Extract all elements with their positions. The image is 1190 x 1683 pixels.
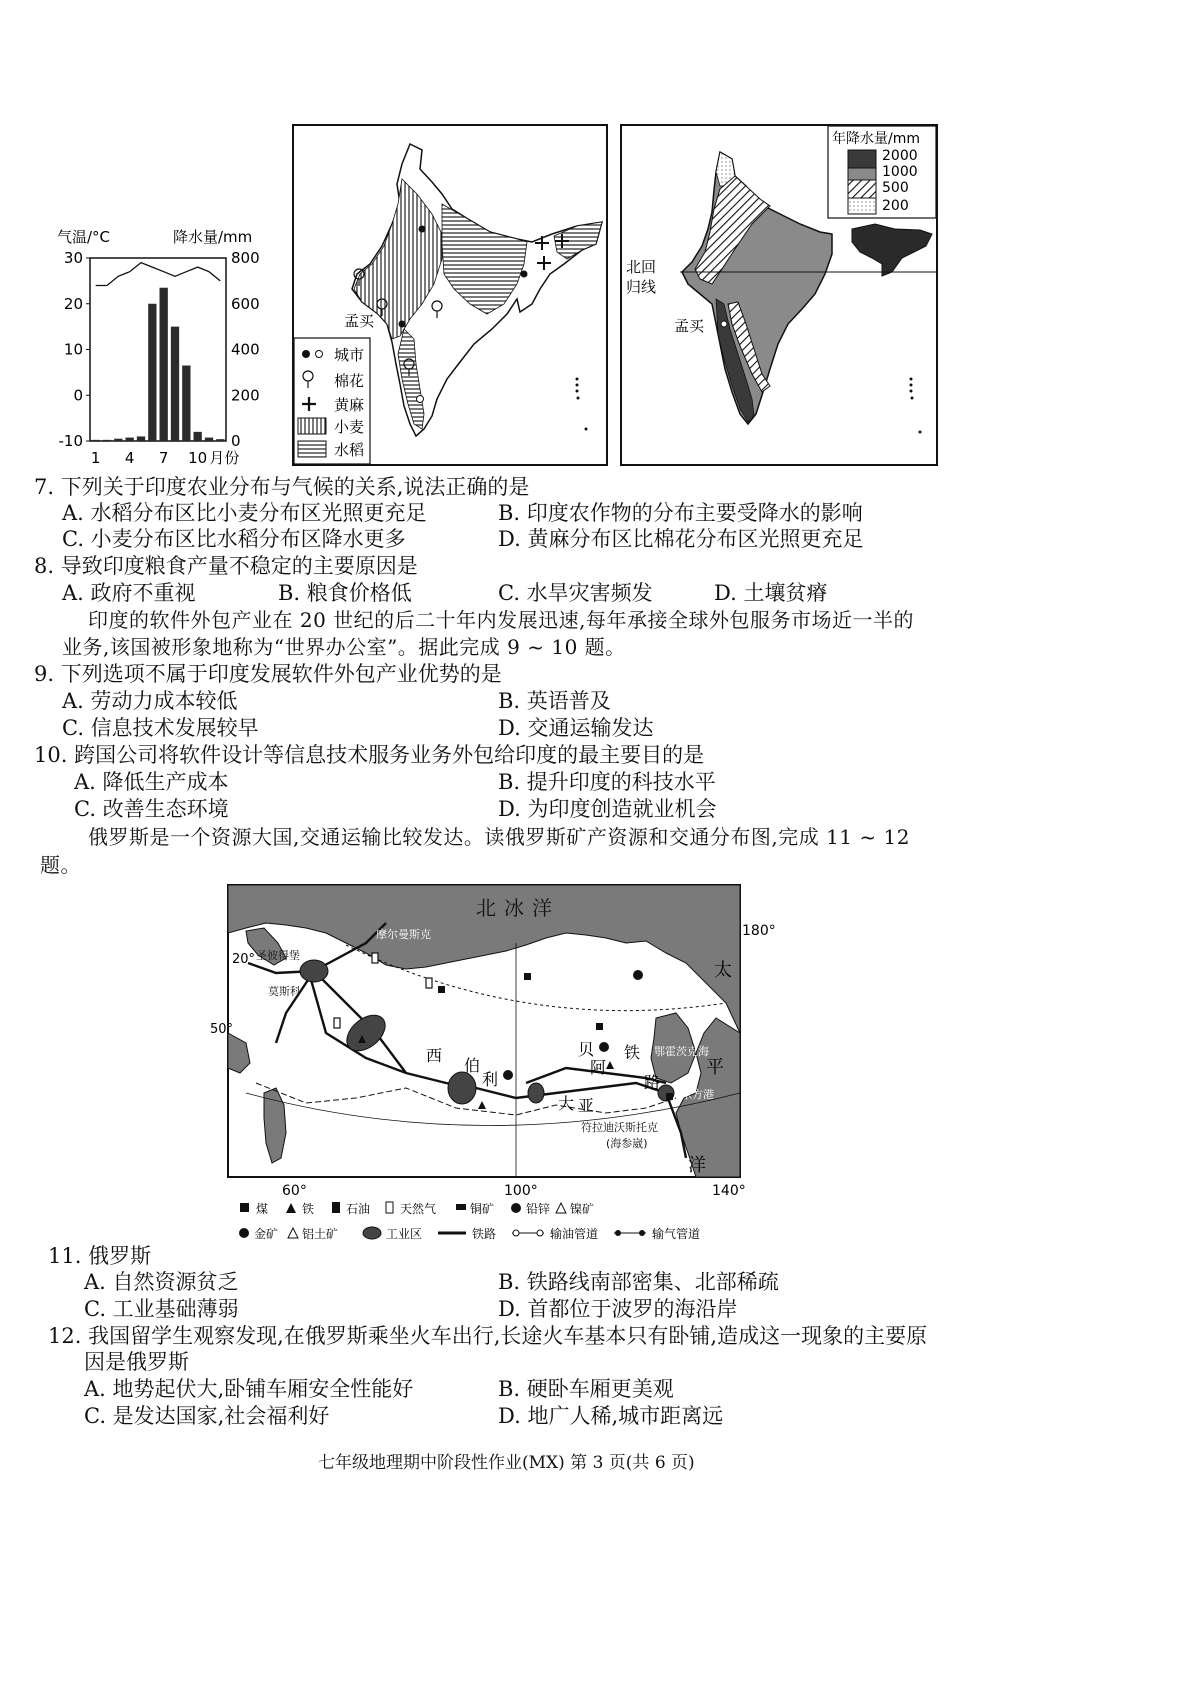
baikal-char-2: 阿 xyxy=(590,1058,607,1077)
intro-9-10-line1: 印度的软件外包产业在 20 世纪的后二十年内发展迅速,每年承接全球外包服务市场近一半的 xyxy=(88,608,915,632)
legend-rice-swatch xyxy=(298,441,326,457)
legend-railway: 铁路 xyxy=(472,1227,497,1241)
pacific-char-2: 平 xyxy=(706,1057,724,1078)
india-crop-map xyxy=(292,124,608,466)
legend-coal-icon xyxy=(240,1203,249,1212)
precip-bar xyxy=(160,288,168,441)
temp-tick-label: 30 xyxy=(63,249,83,267)
pacific-char-1: 太 xyxy=(714,960,732,981)
legend-city-open-icon xyxy=(316,351,323,358)
precip-tick-label: 400 xyxy=(231,340,260,359)
temp-tick-label: -10 xyxy=(58,432,83,450)
q8-option-b: B. 粮食价格低 xyxy=(278,581,412,605)
legend-industrial-icon xyxy=(363,1227,381,1239)
temp-tick-label: 20 xyxy=(63,294,83,313)
legend-swatch-200 xyxy=(848,198,876,214)
precip-axis-label: 降水量/mm xyxy=(173,228,253,246)
q12-stem-line1: 12. 我国留学生观察发现,在俄罗斯乘坐火车出行,长途火车基本只有卧铺,造成这一现象的主要原 xyxy=(48,1324,928,1348)
arctic-ocean-label: 北冰洋 xyxy=(476,896,560,920)
legend-coal: 煤 xyxy=(256,1202,269,1216)
legend-title: 年降水量/mm xyxy=(832,131,920,147)
q11-option-a: A. 自然资源贫乏 xyxy=(84,1270,239,1294)
temperature-curve xyxy=(96,263,221,286)
intro-11-12-line1: 俄罗斯是一个资源大国,交通运输比较发达。读俄罗斯矿产资源和交通分布图,完成 11 ~ 12 xyxy=(88,825,910,849)
month-tick-label: 4 xyxy=(124,449,135,467)
city-dot xyxy=(399,321,406,328)
legend-swatch-500 xyxy=(848,180,876,198)
baikal-char-1: 贝 xyxy=(578,1040,595,1059)
precip-bar xyxy=(205,438,213,441)
city-murmansk: 摩尔曼斯克 xyxy=(376,928,431,941)
legend-wheat-label: 小麦 xyxy=(334,418,365,436)
q7-stem: 7. 下列关于印度农业分布与气候的关系,说法正确的是 xyxy=(34,475,530,499)
city-stpetersburg: 圣彼得堡 xyxy=(256,949,300,962)
legend-value-2000: 2000 xyxy=(882,148,918,164)
siberia-char-2: 伯 xyxy=(464,1056,481,1075)
city-vladivostok-1: 符拉迪沃斯托克 xyxy=(581,1121,658,1134)
tropic-label-1: 北回 xyxy=(626,258,657,276)
mumbai-label-2: 孟买 xyxy=(674,317,705,335)
russia-resources-map xyxy=(210,883,796,1243)
legend-leadzinc: 铅锌 xyxy=(526,1202,551,1216)
q12-option-b: B. 硬卧车厢更美观 xyxy=(498,1377,674,1401)
precip-bar xyxy=(148,304,156,441)
tropic-label-2: 归线 xyxy=(626,278,657,296)
precip-bar xyxy=(126,438,134,441)
city-dot xyxy=(721,321,727,327)
lon-100-label: 100° xyxy=(504,1183,538,1199)
legend-copper-icon xyxy=(456,1204,466,1210)
precip-tick-label: 0 xyxy=(231,432,241,450)
q9-option-c: C. 信息技术发展较早 xyxy=(62,716,259,740)
sea-okhotsk: 鄂霍茨克海 xyxy=(654,1045,709,1058)
city-nakhodka: 东方港 xyxy=(681,1088,714,1101)
legend-iron: 铁 xyxy=(302,1202,315,1216)
q8-option-a: A. 政府不重视 xyxy=(62,581,196,605)
q10-option-b: B. 提升印度的科技水平 xyxy=(498,770,716,794)
siberia-char-5: 大 xyxy=(558,1094,575,1113)
legend-swatch-2000 xyxy=(848,150,876,168)
precip-bar xyxy=(103,440,111,441)
precip-tick-label: 800 xyxy=(231,249,260,267)
city-vladivostok-2: (海参崴) xyxy=(606,1137,648,1150)
q11-option-c: C. 工业基础薄弱 xyxy=(84,1297,239,1321)
legend-gold: 金矿 xyxy=(254,1227,279,1241)
lat-50-label: 50° xyxy=(210,1022,234,1037)
precip-bar xyxy=(216,439,224,441)
precip-bar xyxy=(194,432,202,441)
legend-gas-icon xyxy=(386,1202,393,1213)
legend-oilpipe: 输油管道 xyxy=(550,1227,599,1241)
q7-option-a: A. 水稻分布区比小麦分布区光照更充足 xyxy=(62,501,427,525)
q9-stem: 9. 下列选项不属于印度发展软件外包产业优势的是 xyxy=(34,662,502,686)
q10-stem: 10. 跨国公司将软件设计等信息技术服务业务外包给印度的最主要目的是 xyxy=(34,743,705,767)
legend-bauxite: 铝土矿 xyxy=(302,1227,339,1241)
q10-option-c: C. 改善生态环境 xyxy=(74,797,229,821)
legend-nickel-icon xyxy=(556,1203,566,1213)
india-precipitation-map xyxy=(620,124,938,466)
legend-bauxite-icon xyxy=(288,1228,298,1238)
city-moscow: 莫斯科 xyxy=(268,985,301,998)
q9-option-d: D. 交通运输发达 xyxy=(498,716,654,740)
month-tick-label: 7 xyxy=(158,449,169,467)
precip-bar xyxy=(182,366,190,441)
q12-option-a: A. 地势起伏大,卧铺车厢安全性能好 xyxy=(84,1377,414,1401)
q12-option-d: D. 地广人稀,城市距离远 xyxy=(498,1404,724,1428)
precip-bar xyxy=(171,327,179,441)
city-dot xyxy=(417,396,424,403)
q12-option-c: C. 是发达国家,社会福利好 xyxy=(84,1404,330,1428)
legend-iron-icon xyxy=(286,1203,296,1213)
q12-stem-line2: 因是俄罗斯 xyxy=(84,1350,189,1374)
legend-gaspipe: 输气管道 xyxy=(652,1227,701,1241)
legend-city-label: 城市 xyxy=(334,346,365,364)
q8-option-d: D. 土壤贫瘠 xyxy=(714,581,828,605)
legend-nickel: 镍矿 xyxy=(570,1202,595,1216)
chart-frame xyxy=(90,258,226,441)
legend-wheat-swatch xyxy=(298,418,326,434)
temp-tick-label: 0 xyxy=(73,386,83,405)
city-dot xyxy=(521,271,528,278)
legend-cotton-label: 棉花 xyxy=(334,372,365,390)
month-tick-label: 10 xyxy=(188,449,208,467)
legend-industrial: 工业区 xyxy=(386,1227,423,1241)
precip-bar xyxy=(137,436,145,441)
city-dot xyxy=(419,226,426,233)
siberia-char-1: 西 xyxy=(426,1046,443,1065)
q7-option-b: B. 印度农作物的分布主要受降水的影响 xyxy=(498,501,863,525)
temp-tick-label: 10 xyxy=(63,340,83,359)
siberia-char-4: 亚 xyxy=(578,1096,595,1115)
q8-option-c: C. 水旱灾害频发 xyxy=(498,581,653,605)
legend-leadzinc-icon xyxy=(511,1203,521,1213)
legend-oilpipe-icon xyxy=(512,1230,544,1236)
legend-value-500: 500 xyxy=(882,180,909,196)
q11-option-b: B. 铁路线南部密集、北部稀疏 xyxy=(498,1270,779,1294)
mumbai-label: 孟买 xyxy=(344,312,375,330)
legend-jute-label: 黄麻 xyxy=(334,396,365,414)
legend-gaspipe-icon xyxy=(614,1230,646,1236)
siberia-char-3: 利 xyxy=(482,1070,499,1089)
precip-bar xyxy=(92,440,100,441)
pacific-char-3: 洋 xyxy=(688,1155,706,1176)
q10-option-a: A. 降低生产成本 xyxy=(74,770,229,794)
q11-option-d: D. 首都位于波罗的海沿岸 xyxy=(498,1297,738,1321)
q7-option-d: D. 黄麻分布区比棉花分布区光照更充足 xyxy=(498,527,864,551)
q9-option-b: B. 英语普及 xyxy=(498,689,611,713)
lat-20-label: 20° xyxy=(232,952,256,967)
q9-option-a: A. 劳动力成本较低 xyxy=(62,689,238,713)
legend-copper: 铜矿 xyxy=(470,1202,495,1216)
legend-value-1000: 1000 xyxy=(882,164,918,180)
temp-axis-label: 气温/°C xyxy=(57,228,111,246)
legend-oil: 石油 xyxy=(346,1202,371,1216)
q10-option-d: D. 为印度创造就业机会 xyxy=(498,797,717,821)
legend-swatch-1000 xyxy=(848,168,876,180)
lon-180-label: 180° xyxy=(742,923,776,939)
precip-tick-label: 200 xyxy=(231,386,260,405)
q8-stem: 8. 导致印度粮食产量不稳定的主要原因是 xyxy=(34,554,418,578)
baikal-char-4: 路 xyxy=(644,1073,661,1092)
lon-140-label: 140° xyxy=(712,1183,746,1199)
intro-11-12-line2: 题。 xyxy=(40,853,81,877)
q11-stem: 11. 俄罗斯 xyxy=(48,1244,152,1268)
legend-oil-icon xyxy=(332,1202,340,1213)
precip-bar xyxy=(114,439,122,441)
lon-60-label: 60° xyxy=(282,1183,307,1199)
intro-9-10-line2: 业务,该国被形象地称为“世界办公室”。据此完成 9 ~ 10 题。 xyxy=(62,635,626,659)
legend-gold-icon xyxy=(239,1228,249,1238)
climate-chart xyxy=(55,225,270,475)
month-tick-label: 1 xyxy=(90,449,101,467)
baikal-char-3: 铁 xyxy=(624,1043,641,1062)
month-tick-label: 月份 xyxy=(209,449,240,467)
legend-gas: 天然气 xyxy=(400,1202,437,1216)
legend-value-200: 200 xyxy=(882,198,909,214)
q7-option-c: C. 小麦分布区比水稻分布区降水更多 xyxy=(62,527,406,551)
legend-city-icon xyxy=(302,350,310,358)
page-footer: 七年级地理期中阶段性作业(MX) 第 3 页(共 6 页) xyxy=(318,1453,695,1473)
precip-tick-label: 600 xyxy=(231,294,260,313)
legend-rice-label: 水稻 xyxy=(334,441,365,459)
